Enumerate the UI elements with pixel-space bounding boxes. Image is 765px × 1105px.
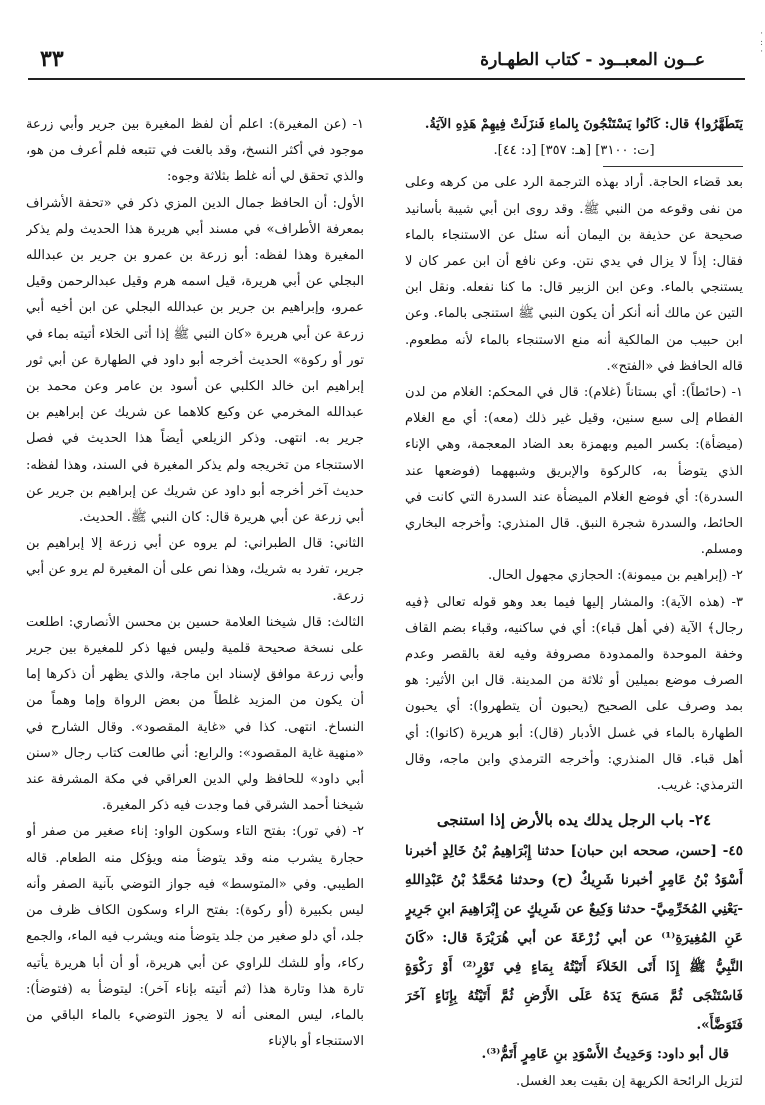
note-2: ٢- (إبراهيم بن ميمونة): الحجازي مجهول الحال. [488,568,743,584]
scan-edge-marks: · : · [759,29,763,57]
note-3: ٣- (هذه الآية): والمشار إليها فيما بعد وهو قوله تعالى ﴿فيه رجال﴾ الآية (في أهل قباء): أي في ساكنيه، وقباء بضم القاف وخفة الموحدة والممدودة مصروفة وفيه لغة بالقصر وعدم الصرف موضع بميلين أو ثلاثة من المدينة. قال ابن الأثير: هو بمد وصرف على الصحيح (يحبون أن يتطهروا): أي يحبون الطهارة بالماء في غسل الأدبار (قال): أبو هريرة (كانوا): أي أهل قباء. قال المنذري: وأخرجه الترمذي وابن ماجه، وقال الترمذي: غريب. [405,594,743,794]
note-paragraph-1: ١- (عن المغيرة): اعلم أن لفظ المغيرة بين جرير وأبي زرعة موجود في أكثر النسخ، وقد بالغت في تتبعه فلم أعرف من هو، والذي تحقق لي أنه غلط بثلاثة وجوه: [26,117,364,185]
page-header [28,28,745,80]
running-title: عــون المعبــود - كتاب الطهـارة [480,50,705,70]
left-column [26,112,364,1097]
footnote-divider [603,166,743,167]
note-paragraph-4: الثالث: قال شيخنا العلامة حسين بن محسن الأنصاري: اطلعت على نسخة صحيحة قلمية وليس فيها ذكر للمغيرة بين جرير وأبي زرعة موافق لإسناد ابن ماجة، والذي يظهر أن ذكرها إما أن يكون من المزيد غلطاً من بعض الرواة وإما وهماً من النساخ. انتهى. كذا في «غاية المقصود». وقال الشارح في «منهية غاية المقصود»: والرابع: أني طالعت كتاب رجال «سنن أبي داود» للحافظ ولي الدين العراقي في مكة المشرفة عند شيخنا أحمد الشرقي فما وجدت فيه ذكر المغيرة. [26,614,364,814]
footnote-line: لتزيل الرائحة الكريهة إن بقيت بعد الغسل. [516,1074,743,1090]
hadith-closing: قال أبو داود: وَحَدِيثُ الأَسْوَدِ بنِ عَامِرٍ أَتَمُّ⁽³⁾. [481,1046,729,1063]
chapter-title: ٢٤- باب الرجل يدلك يده بالأرض إذا استنجى [436,811,712,830]
page-number: ٣٣ [40,46,64,72]
commentary-paragraph: بعد قضاء الحاجة. أراد بهذه الترجمة الرد على من كرهه وعلى من نفى وقوعه من النبي ﷺ. وقد روى ابن أبي شيبة بأسانيد صحيحة عن حذيفة بن اليمان أنه سئل عن الاستنجاء بالماء فقال: إذاً لا يزال في يدي نتن. وعن نافع أن ابن عمر كان لا يستنجي بالماء. وعن ابن الزبير قال: ما كنا نفعله. ونقل ابن التين عن مالك أنه أنكر أن يكون النبي ﷺ استنجى بالماء. وعن ابن حبيب من المالكية أنه منع الاستنجاء بالماء لأنه مطعوم. قاله الحافظ في «الفتح». [405,175,743,374]
hadith-references: [ت: ٣١٠٠] [هـ: ٣٥٧] [د: ٤٤]. [493,143,655,159]
right-column [405,112,743,1097]
note-paragraph-3: الثاني: قال الطبراني: لم يروه عن أبي زرعة إلا إبراهيم بن جرير، تفرد به شريك، وهذا نص على أن المغيرة لم يرو عن أبي زرعة. [26,536,364,604]
hadith-text: ٤٥- [حسن، صححه ابن حبان] حدثنا إِبْرَاهِيمُ بْنُ خَالِدٍ أخبرنا أَسْوَدُ بْنُ عَامِرٍ أخبرنا شَرِيكٌ (ح) وحدثنا مُحَمَّدُ بْنُ عَبْدِاللهِ -يَعْنِي المُخَرِّمِيَّ- حدثنا وَكِيعٌ عن شَرِيكٍ عن إِبْرَاهِيمَ ابنِ جَرِيرٍ عَنِ المُغِيرَةِ⁽¹⁾ عن أبي زُرْعَةَ عن أبي هُرَيْرَةَ قال: «كَانَ النَّبِيُّ ﷺ إِذَا أَتَى الخَلاَءَ أَتَيْتُهُ بِمَاءٍ فِي تَوْرٍ⁽²⁾ أَوْ رَكْوَةٍ فَاسْتَنْجَى ثُمَّ مَسَحَ يَدَهُ عَلَى الأَرْضِ ثُمَّ أَتَيْتُهُ بِإِنَاءٍ آخَرَ فَتَوَضَّأَ». [405,843,743,1034]
quran-quote-line: يَتَطَهَّرُوا﴾ قال: كَانُوا يَسْتَنْجُونَ بِالماءِ فَنزَلَتْ فِيهِمْ هَذِهِ الآيَةُ. [424,117,743,132]
note-paragraph-5: ٢- (في تور): بفتح التاء وسكون الواو: إناء صغير من صفر أو حجارة يشرب منه وقد يتوضأ منه ويؤكل منه الطعام. قاله الطيبي. وفي «المتوسط» فيه جواز التوضي بآنية الصفر وأنه ليس بكبيرة (أو ركوة): بفتح الراء وسكون الكاف ظرف من جلد، أي دلو صغير من جلد يتوضأ منه ويشرب فيه الماء، والجمع ركاء، وأو للشك للراوي عن أبي هريرة، أو أن أبا هريرة يأتيه تارة هذا وتارة هذا (ثم أتيته بإناء آخر): ليتوضأ به (فتوضأ): بالماء، ليس المعنى أنه لا يجوز التوضيء بالماء الباقي من الاستنجاء أو بالإناء [26,824,364,1050]
note-1: ١- (حائطاً): أي بستاناً (غلام): قال في المحكم: الغلام من لدن الفطام إلى سبع سنين، وقيل غير ذلك (معه): أي مع الغلام (ميضأة): بكسر الميم وبهمزة بعد الضاد المعجمة، وهي الإناء الذي يتوضأ به، كالركوة والإبريق وشبههما (فوضعها عند السدرة): أي فوضع الغلام الميضأة عند السدرة التي كانت في الحائط، والسدرة شجرة النبق. قال المنذري: وأخرجه البخاري ومسلم. [405,385,743,558]
note-paragraph-2: الأول: أن الحافظ جمال الدين المزي ذكر في «تحفة الأشراف بمعرفة الأطراف» في مسند أبي هريرة هذا الحديث ولم يذكر المغيرة وهذا لفظه: أبو زرعة بن عمرو بن جرير بن عبدالله البجلي عن أبي هريرة، قيل اسمه هرم وقيل عبدالرحمن وقيل عمرو، وإبراهيم بن جرير بن عبدالله البجلي عن ابن أخيه أبي زرعة عن أبي هريرة «كان النبي ﷺ إذا أتى الخلاء أتيته بماء في تور أو ركوة» الحديث أخرجه أبو داود في الطهارة عن أبي ثور إبراهيم ابن خالد الكلبي عن أسود بن عامر وعن محمد بن عبدالله المخرمي عن وكيع كلاهما عن شريك عن إبراهيم بن جرير به. انتهى. وذكر الزيلعي أيضاً هذا الحديث في فصل الاستنجاء من تخريجه ولم يذكر المغيرة في السند، وهذا لفظه: حديث آخر أخرجه أبو داود عن شريك عن إبراهيم بن جرير عن أبي زرعة عن أبي هريرة قال: كان النبي ﷺ. الحديث. [26,195,364,526]
